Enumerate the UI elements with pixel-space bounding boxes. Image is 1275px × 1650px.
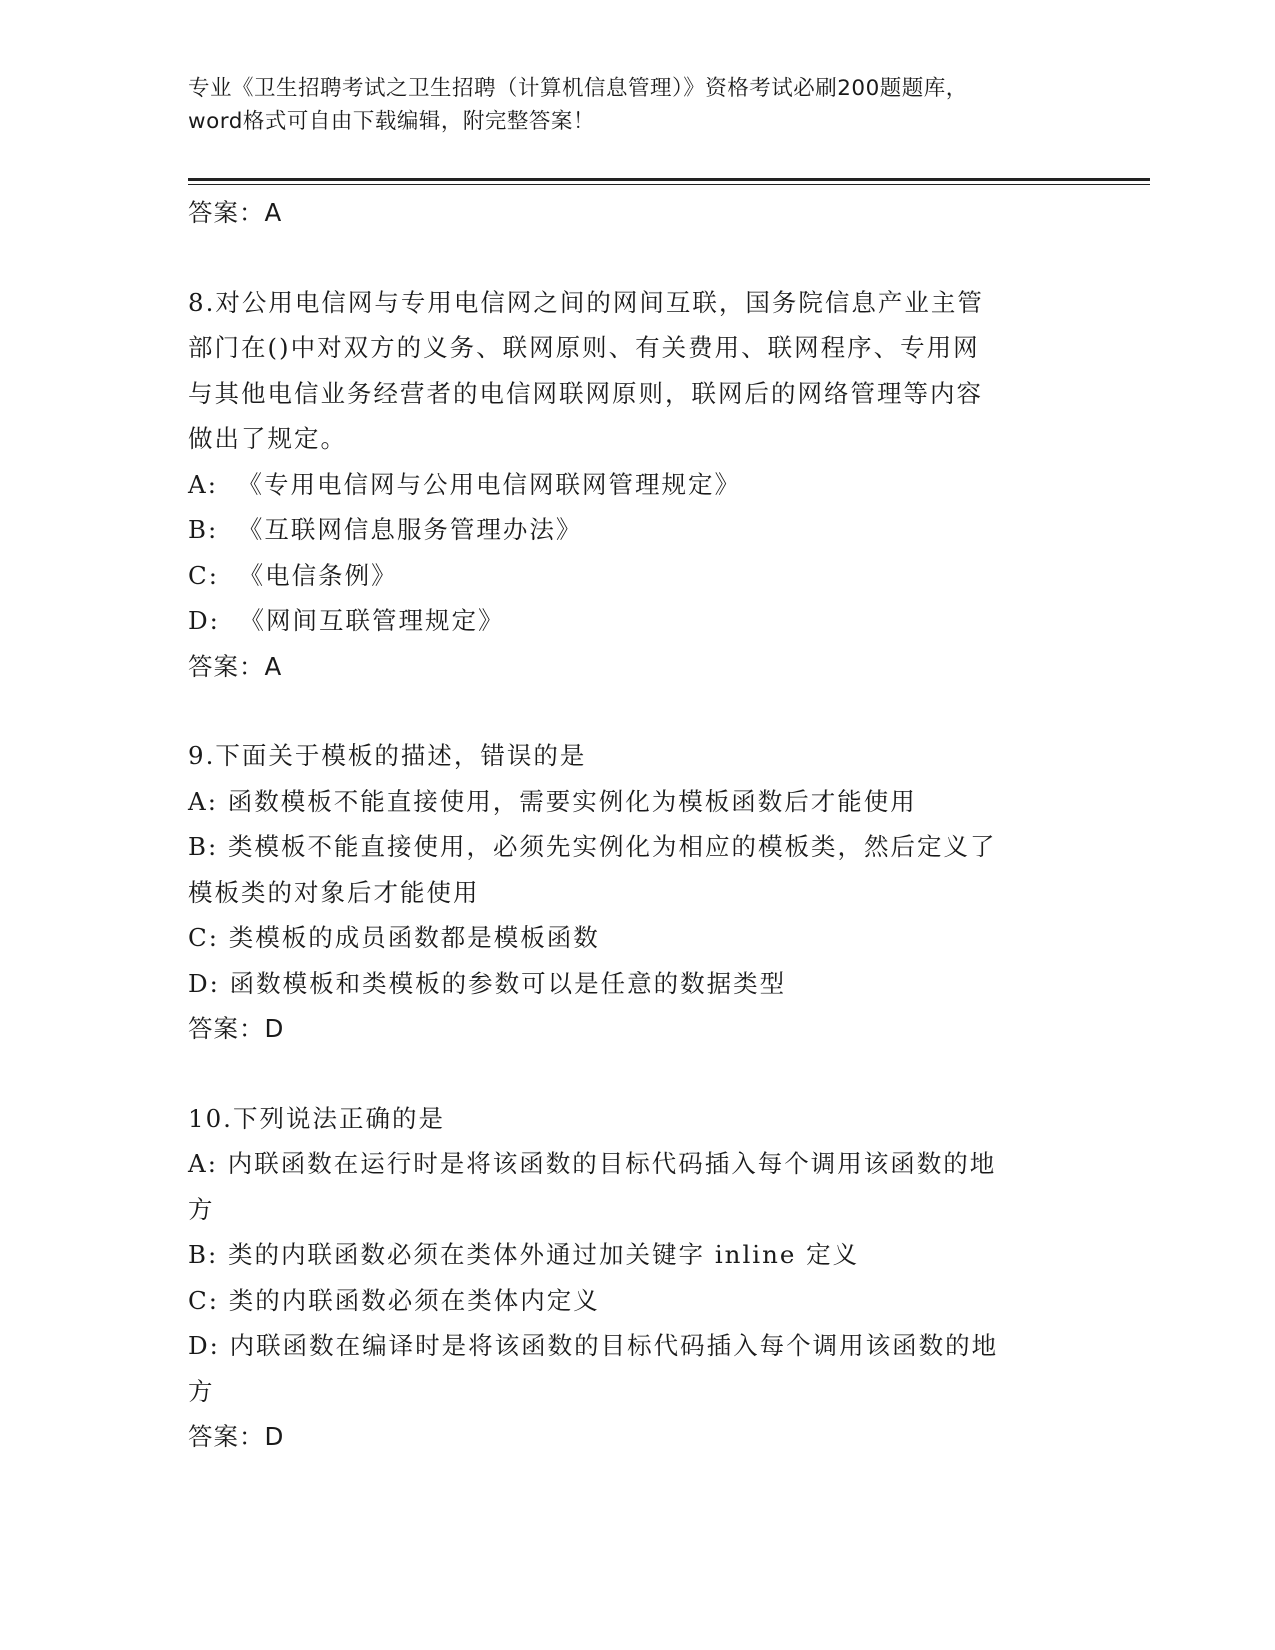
option-b: B: 类模板不能直接使用，必须先实例化为相应的模板类，然后定义了: [188, 832, 997, 861]
question-stem-line: 部门在()中对双方的义务、联网原则、有关费用、联网程序、专用网: [188, 333, 980, 362]
option-a: A: 《专用电信网与公用电信网联网管理规定》: [188, 469, 742, 499]
option-c: C: 类模板的成员函数都是模板函数: [188, 923, 600, 952]
option-b: B: 类的内联函数必须在类体外通过加关键字 inline 定义: [188, 1240, 860, 1269]
answer-label: 答案：D: [188, 1422, 285, 1451]
option-d-continued: 方: [188, 1376, 215, 1406]
document-header: [188, 72, 1088, 138]
question-8: [188, 280, 1068, 690]
header-title-line-1: 专业《卫生招聘考试之卫生招聘（计算机信息管理）》资格考试必刷200题题库，: [188, 76, 968, 101]
option-c: C: 类的内联函数必须在类体内定义: [188, 1285, 600, 1315]
question-content: [188, 190, 1068, 1460]
option-d: D: 函数模板和类模板的参数可以是任意的数据类型: [188, 968, 787, 998]
option-a: A: 函数模板不能直接使用，需要实例化为模板函数后才能使用: [188, 786, 917, 816]
answer-label: 答案：A: [188, 651, 283, 681]
question-stem-line: 8.对公用电信网与专用电信网之间的网间互联，国务院信息产业主管: [188, 287, 984, 317]
previous-question-answer: 答案：A: [188, 198, 283, 227]
option-c: C: 《电信条例》: [188, 560, 398, 590]
option-b-continued: 模板类的对象后才能使用: [188, 877, 480, 907]
question-stem-line: 9.下面关于模板的描述，错误的是: [188, 741, 587, 770]
question-10: [188, 1096, 1068, 1460]
option-a-continued: 方: [188, 1194, 215, 1224]
answer-label: 答案：D: [188, 1014, 285, 1043]
option-d: D: 《网间互联管理规定》: [188, 606, 505, 635]
option-b: B: 《互联网信息服务管理办法》: [188, 515, 583, 544]
question-stem-line: 10.下列说法正确的是: [188, 1103, 445, 1133]
question-stem-line: 做出了规定。: [188, 424, 347, 453]
header-title-line-2: word格式可自由下载编辑，附完整答案！: [188, 109, 595, 134]
question-9: [188, 733, 1068, 1052]
question-stem-line: 与其他电信业务经营者的电信网联网原则，联网后的网络管理等内容: [188, 378, 983, 408]
header-divider-thick: [188, 178, 1150, 181]
option-a: A: 内联函数在运行时是将该函数的目标代码插入每个调用该函数的地: [188, 1149, 997, 1178]
header-divider-thin: [188, 184, 1150, 185]
option-d: D: 内联函数在编译时是将该函数的目标代码插入每个调用该函数的地: [188, 1331, 999, 1360]
